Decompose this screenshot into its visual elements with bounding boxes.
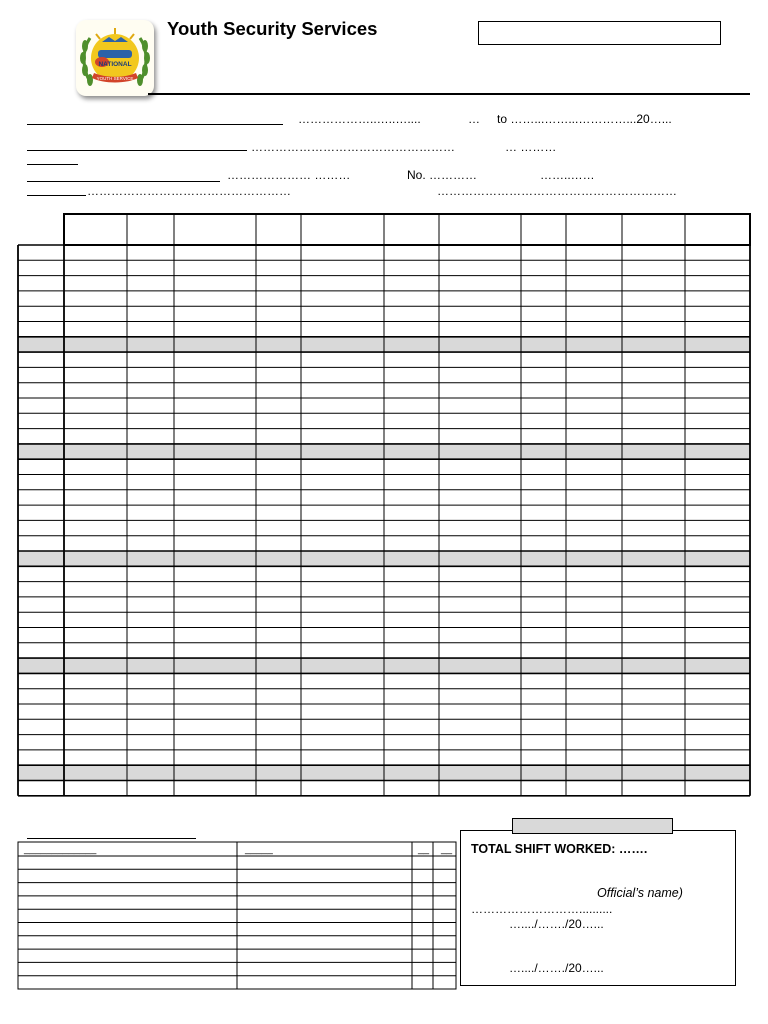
shift-summary-tab: [512, 818, 673, 834]
signature-dots[interactable]: ………………………..........: [471, 902, 613, 916]
second-suffix: … ………: [505, 140, 557, 154]
staff-table-header-header_col1: _____________: [24, 844, 97, 855]
date-line-2[interactable]: …..../……./20…...: [509, 961, 604, 975]
date-line-1[interactable]: …..../……./20…...: [509, 917, 604, 931]
staff-list-table[interactable]: [0, 836, 460, 991]
staff-table-header-header_col3: __: [418, 844, 430, 855]
official-name-label: Official’s name): [597, 886, 683, 900]
fourth-dots: ……………………………………………: [87, 184, 291, 198]
total-shift-worked-label: TOTAL SHIFT WORKED: …….: [471, 842, 648, 856]
period-from-dots: ………………..…..…....: [298, 112, 421, 126]
fourth-right-dots: ……………………………………………………: [437, 184, 677, 198]
second-dots: ……………………………………………: [251, 140, 455, 154]
period-ellipsis: …: [468, 112, 480, 126]
table-header-row: [64, 214, 750, 245]
period-to-text: to ……...……...…………...20…...: [497, 112, 672, 126]
logo-text-national: NATIONAL: [98, 61, 132, 68]
staff-table-header-header_col4: __: [441, 844, 453, 855]
number-label: No. …………: [407, 168, 478, 182]
page-title: Youth Security Services: [167, 18, 378, 39]
logo-text-youth-service: YOUTH SERVICE: [96, 76, 134, 81]
staff-table-header-header_col2: _____: [245, 844, 273, 855]
number-suffix: ……..……: [540, 168, 595, 182]
third-dots: ………………… ………: [227, 168, 351, 182]
